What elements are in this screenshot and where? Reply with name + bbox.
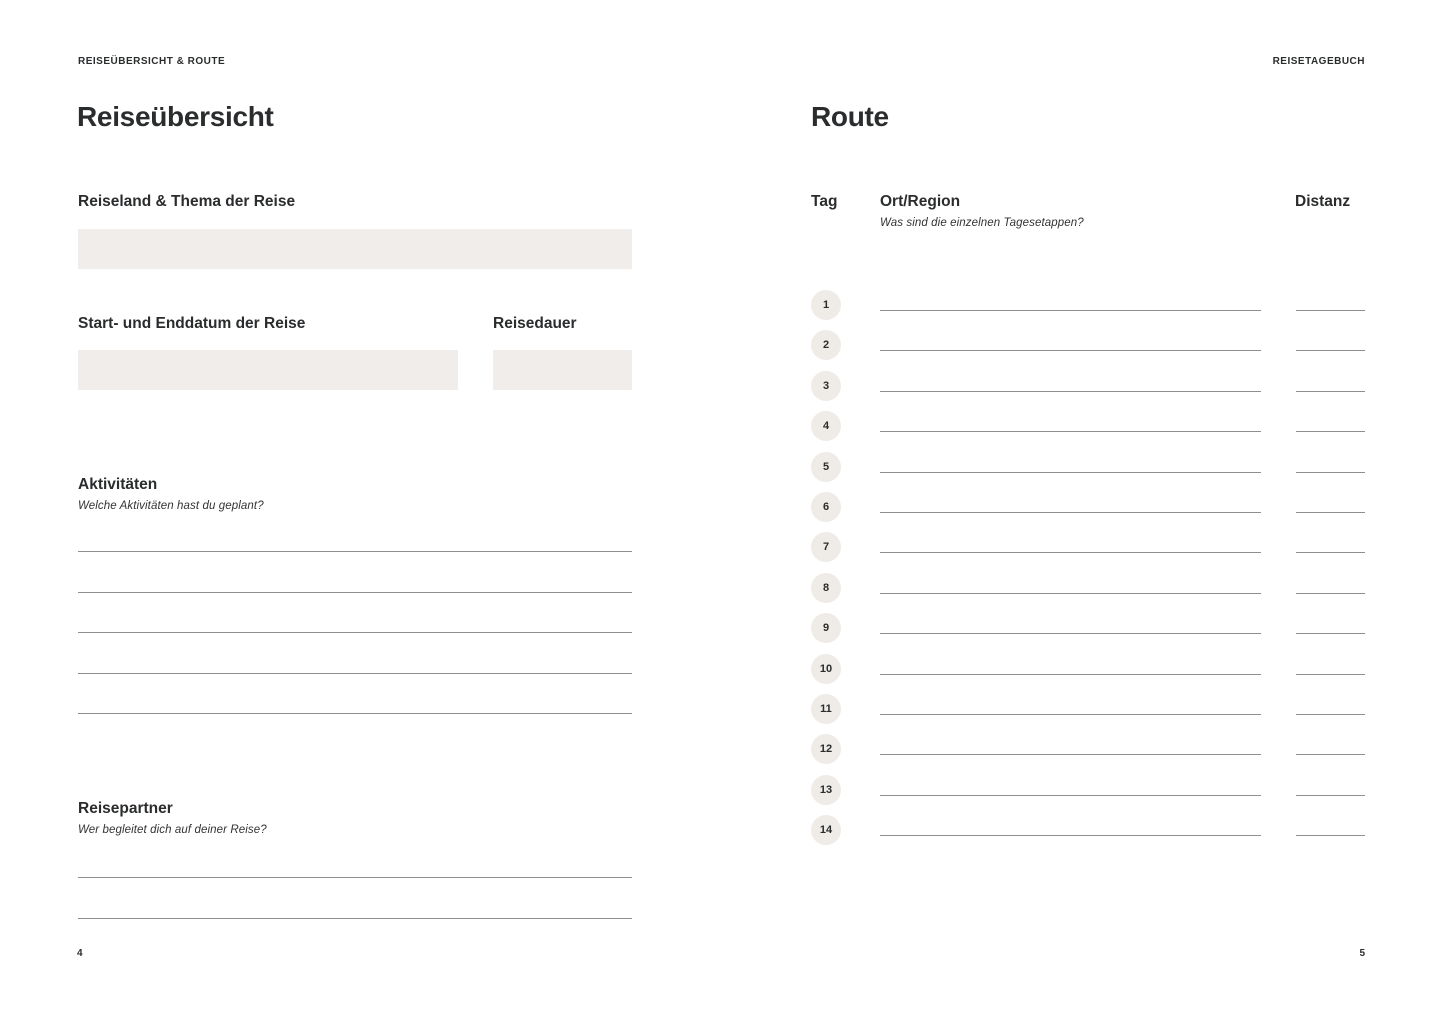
place-write-line[interactable] <box>880 835 1261 836</box>
place-write-line[interactable] <box>880 593 1261 594</box>
day-number-badge: 4 <box>811 411 841 441</box>
place-write-line[interactable] <box>880 633 1261 634</box>
distance-write-line[interactable] <box>1296 593 1365 594</box>
day-number-badge: 3 <box>811 371 841 401</box>
distance-write-line[interactable] <box>1296 835 1365 836</box>
day-number-badge: 1 <box>811 290 841 320</box>
place-write-line[interactable] <box>880 431 1261 432</box>
distance-write-line[interactable] <box>1296 714 1365 715</box>
place-write-line[interactable] <box>880 472 1261 473</box>
running-head-right: REISETAGEBUCH <box>1272 56 1365 67</box>
dates-label: Start- und Enddatum der Reise <box>78 315 306 332</box>
page-title-route: Route <box>811 101 889 132</box>
place-write-line[interactable] <box>880 512 1261 513</box>
distance-write-line[interactable] <box>1296 472 1365 473</box>
activities-hint: Welche Aktivitäten hast du geplant? <box>78 500 264 512</box>
activities-write-line[interactable] <box>78 673 632 674</box>
day-number-badge: 13 <box>811 775 841 805</box>
column-header-place: Ort/Region <box>880 193 961 210</box>
distance-write-line[interactable] <box>1296 512 1365 513</box>
partners-hint: Wer begleitet dich auf deiner Reise? <box>78 824 267 836</box>
place-write-line[interactable] <box>880 391 1261 392</box>
dates-field[interactable] <box>78 350 458 390</box>
day-number-badge: 6 <box>811 492 841 522</box>
distance-write-line[interactable] <box>1296 795 1365 796</box>
place-write-line[interactable] <box>880 714 1261 715</box>
duration-label: Reisedauer <box>493 315 577 332</box>
distance-write-line[interactable] <box>1296 391 1365 392</box>
day-number-badge: 5 <box>811 452 841 482</box>
activities-write-line[interactable] <box>78 592 632 593</box>
activities-write-line[interactable] <box>78 632 632 633</box>
page-title-overview: Reiseübersicht <box>77 101 274 132</box>
running-head-left: REISEÜBERSICHT & ROUTE <box>78 56 226 67</box>
place-write-line[interactable] <box>880 310 1261 311</box>
activities-write-line[interactable] <box>78 551 632 552</box>
page-number-left: 4 <box>77 948 83 959</box>
day-number-badge: 7 <box>811 532 841 562</box>
page-number-right: 5 <box>1359 948 1365 959</box>
distance-write-line[interactable] <box>1296 310 1365 311</box>
place-write-line[interactable] <box>880 674 1261 675</box>
column-hint-place: Was sind die einzelnen Tagesetappen? <box>880 217 1084 229</box>
day-number-badge: 10 <box>811 654 841 684</box>
country-theme-label: Reiseland & Thema der Reise <box>78 193 296 210</box>
day-number-badge: 12 <box>811 734 841 764</box>
distance-write-line[interactable] <box>1296 633 1365 634</box>
day-number-badge: 2 <box>811 330 841 360</box>
day-number-badge: 11 <box>811 694 841 724</box>
day-number-badge: 14 <box>811 815 841 845</box>
partners-label: Reisepartner <box>78 800 173 817</box>
country-theme-field[interactable] <box>78 229 632 269</box>
column-header-day: Tag <box>811 193 838 210</box>
activities-write-line[interactable] <box>78 713 632 714</box>
distance-write-line[interactable] <box>1296 552 1365 553</box>
place-write-line[interactable] <box>880 552 1261 553</box>
place-write-line[interactable] <box>880 795 1261 796</box>
duration-field[interactable] <box>493 350 632 390</box>
partners-write-line[interactable] <box>78 918 632 919</box>
partners-write-line[interactable] <box>78 877 632 878</box>
day-number-badge: 9 <box>811 613 841 643</box>
distance-write-line[interactable] <box>1296 431 1365 432</box>
place-write-line[interactable] <box>880 350 1261 351</box>
day-number-badge: 8 <box>811 573 841 603</box>
distance-write-line[interactable] <box>1296 350 1365 351</box>
distance-write-line[interactable] <box>1296 674 1365 675</box>
activities-label: Aktivitäten <box>78 476 158 493</box>
distance-write-line[interactable] <box>1296 754 1365 755</box>
column-header-distance: Distanz <box>1295 193 1351 210</box>
place-write-line[interactable] <box>880 754 1261 755</box>
